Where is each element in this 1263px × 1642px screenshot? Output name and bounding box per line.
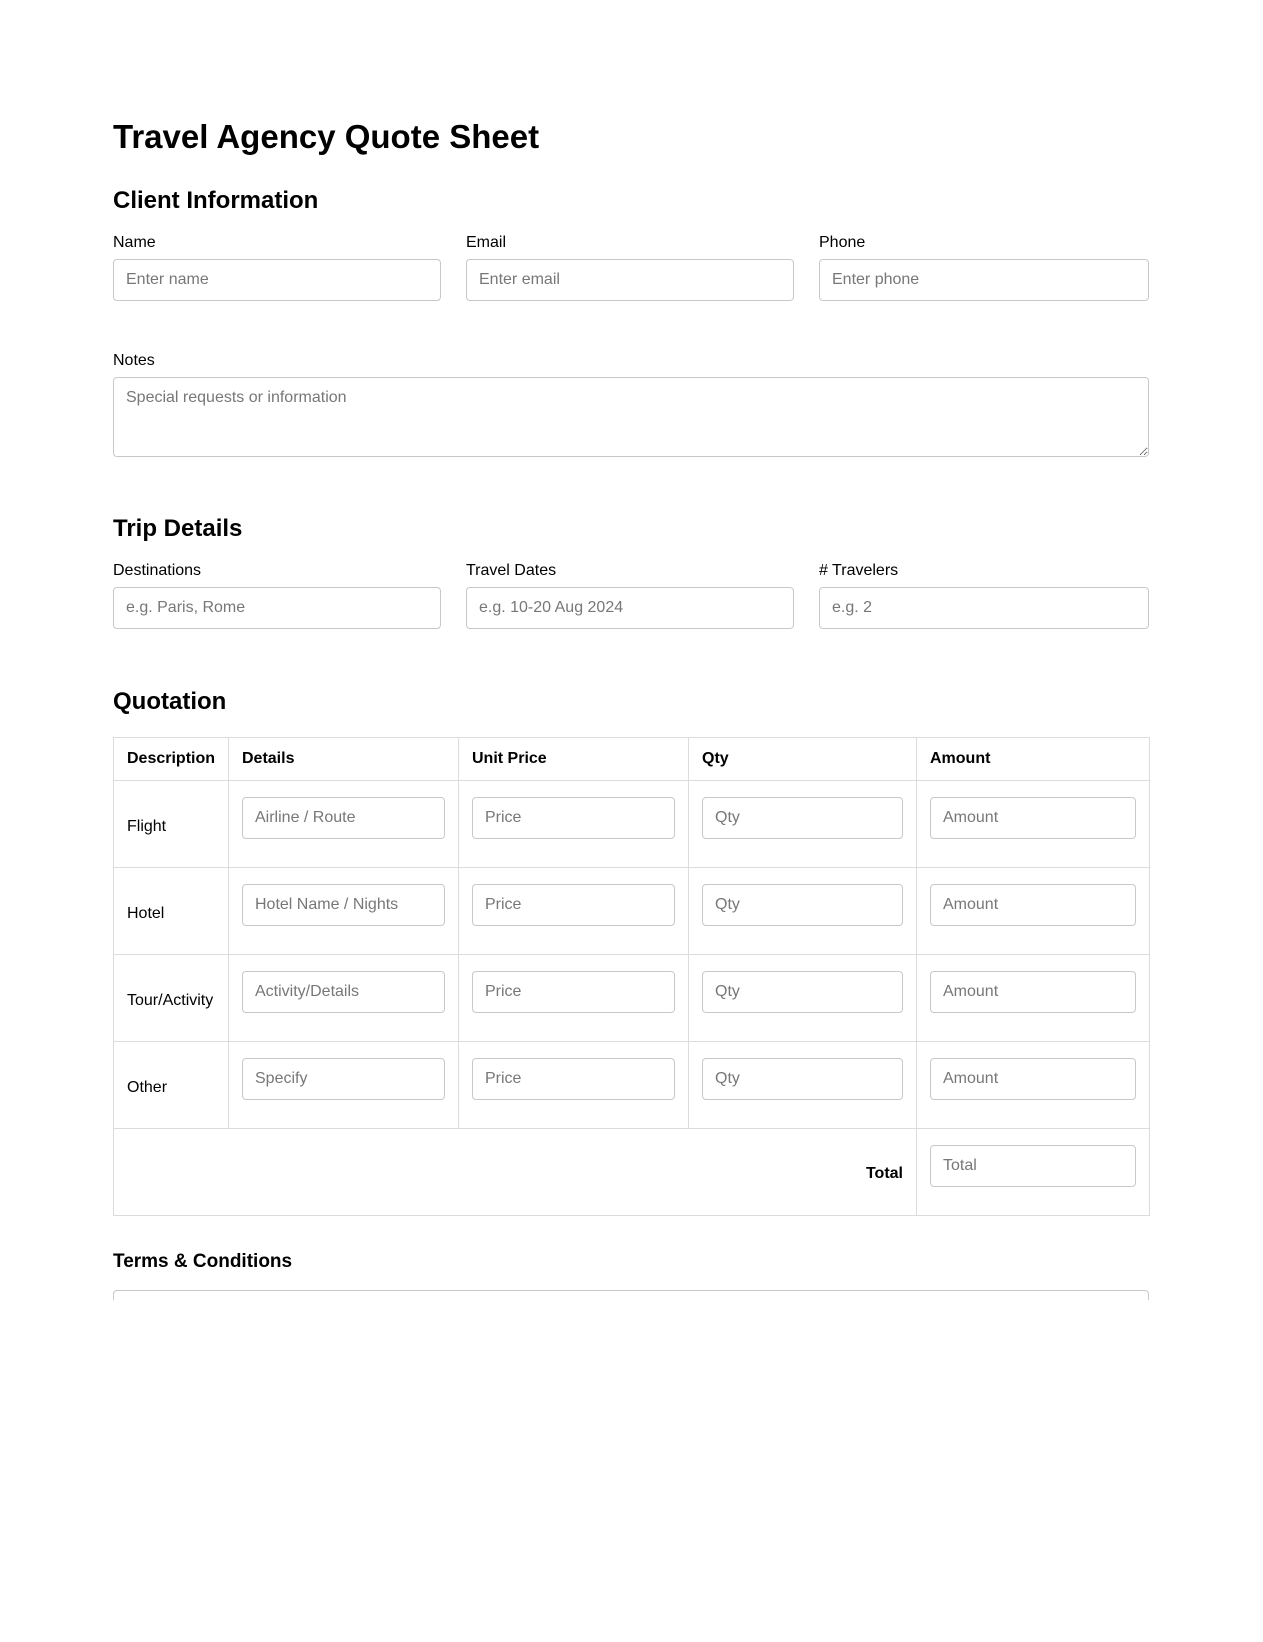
terms-textarea[interactable] xyxy=(113,1290,1149,1300)
table-header-row xyxy=(114,738,1150,781)
quotation-table xyxy=(113,737,1150,1216)
details-input[interactable] xyxy=(242,971,445,1013)
notes-label: Notes xyxy=(113,352,155,369)
phone-input[interactable] xyxy=(819,259,1149,301)
row-description: Tour/Activity xyxy=(114,955,229,1042)
qty-input[interactable] xyxy=(702,1058,903,1100)
unit-price-input[interactable] xyxy=(472,971,675,1013)
table-row-other xyxy=(114,1042,1150,1129)
qty-input[interactable] xyxy=(702,971,903,1013)
name-input[interactable] xyxy=(113,259,441,301)
unit-price-input[interactable] xyxy=(472,797,675,839)
amount-input[interactable] xyxy=(930,1058,1136,1100)
total-input[interactable] xyxy=(930,1145,1136,1187)
details-input[interactable] xyxy=(242,1058,445,1100)
column-header-unit-price: Unit Price xyxy=(459,738,689,781)
travelers-input[interactable] xyxy=(819,587,1149,629)
notes-textarea[interactable] xyxy=(113,377,1149,457)
table-row-flight xyxy=(114,781,1150,868)
unit-price-input[interactable] xyxy=(472,1058,675,1100)
amount-input[interactable] xyxy=(930,971,1136,1013)
table-row-hotel xyxy=(114,868,1150,955)
client-info-heading: Client Information xyxy=(113,187,319,214)
travel-dates-input[interactable] xyxy=(466,587,794,629)
travelers-label: # Travelers xyxy=(819,562,899,579)
total-label: Total xyxy=(114,1129,917,1216)
amount-input[interactable] xyxy=(930,797,1136,839)
quotation-heading: Quotation xyxy=(113,688,227,715)
travel-dates-label: Travel Dates xyxy=(466,562,557,579)
destinations-input[interactable] xyxy=(113,587,441,629)
destinations-label: Destinations xyxy=(113,562,202,579)
unit-price-input[interactable] xyxy=(472,884,675,926)
row-description: Other xyxy=(114,1042,229,1129)
column-header-qty: Qty xyxy=(689,738,917,781)
qty-input[interactable] xyxy=(702,884,903,926)
column-header-description: Description xyxy=(114,738,229,781)
email-label: Email xyxy=(466,234,507,251)
column-header-amount: Amount xyxy=(917,738,1150,781)
details-input[interactable] xyxy=(242,884,445,926)
name-label: Name xyxy=(113,234,156,251)
column-header-details: Details xyxy=(229,738,459,781)
details-input[interactable] xyxy=(242,797,445,839)
trip-details-heading: Trip Details xyxy=(113,515,243,542)
amount-input[interactable] xyxy=(930,884,1136,926)
phone-label: Phone xyxy=(819,234,866,251)
email-input[interactable] xyxy=(466,259,794,301)
table-row-tour-activity xyxy=(114,955,1150,1042)
row-description: Flight xyxy=(114,781,229,868)
qty-input[interactable] xyxy=(702,797,903,839)
table-row-total xyxy=(114,1129,1150,1216)
terms-heading: Terms & Conditions xyxy=(113,1251,293,1272)
page-title: Travel Agency Quote Sheet xyxy=(113,118,540,155)
row-description: Hotel xyxy=(114,868,229,955)
